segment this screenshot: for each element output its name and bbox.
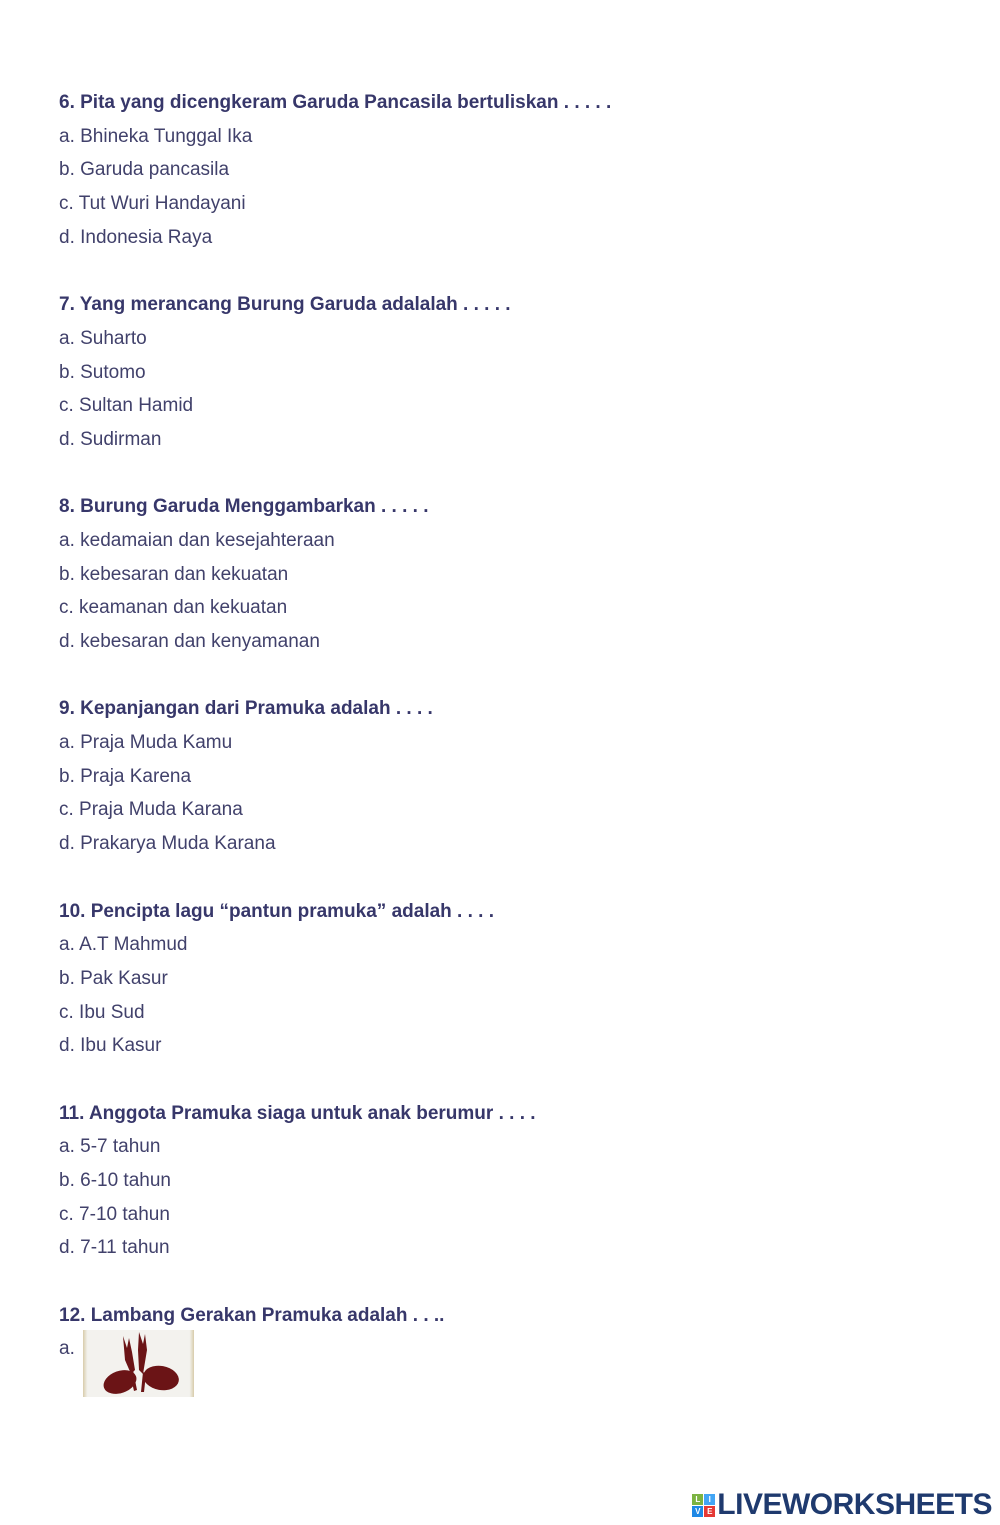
- question-text: 10. Pencipta lagu “pantun pramuka” adalah . . . .: [59, 900, 494, 922]
- option-label: b. 6-10 tahun: [59, 1170, 171, 1191]
- option-label: d. 7-11 tahun: [59, 1237, 170, 1259]
- answer-option[interactable]: [59, 726, 611, 760]
- option-label: d. Sudirman: [59, 428, 162, 450]
- question-block: [59, 1299, 611, 1366]
- option-label: a. A.T Mahmud: [59, 934, 188, 956]
- option-label: d. Ibu Kasur: [59, 1035, 162, 1057]
- option-label: d. Prakarya Muda Karana: [59, 833, 276, 855]
- question-text: 7. Yang merancang Burung Garuda adalalah . . . . .: [59, 294, 511, 316]
- option-label: b. kebesaran dan kekuatan: [59, 563, 289, 585]
- answer-option[interactable]: [59, 827, 611, 861]
- answer-option[interactable]: [59, 928, 611, 962]
- question-block: [59, 1097, 611, 1265]
- option-label: a. Praja Muda Kamu: [59, 732, 233, 754]
- option-label: c. 7-10 tahun: [59, 1203, 170, 1225]
- question-text: 12. Lambang Gerakan Pramuka adalah . . ..: [59, 1304, 445, 1326]
- answer-option[interactable]: [59, 625, 611, 659]
- logo-text: LIVEWORKSHEETS: [717, 1488, 992, 1521]
- answer-option[interactable]: [59, 962, 611, 996]
- option-label: c. Tut Wuri Handayani: [59, 193, 246, 215]
- option-label: a. Bhineka Tunggal Ika: [59, 125, 253, 147]
- option-label: a. 5-7 tahun: [59, 1136, 161, 1158]
- liveworksheets-logo: [692, 1488, 992, 1522]
- question-block: [59, 86, 611, 254]
- option-label: b. Sutomo: [59, 361, 146, 383]
- answer-option[interactable]: [59, 356, 611, 390]
- option-label: a. kedamaian dan kesejahteraan: [59, 529, 335, 551]
- tunas-kelapa-emblem-image: [83, 1330, 194, 1397]
- answer-option[interactable]: [59, 1231, 611, 1265]
- question-block: [59, 490, 611, 658]
- question-text: 8. Burung Garuda Menggambarkan . . . . .: [59, 496, 429, 518]
- option-label: a.: [59, 1338, 75, 1360]
- option-label: c. Ibu Sud: [59, 1001, 145, 1023]
- logo-tile: L: [692, 1494, 703, 1505]
- question-block: [59, 288, 611, 456]
- option-label: c. Sultan Hamid: [59, 395, 194, 417]
- answer-option[interactable]: [59, 1130, 611, 1164]
- answer-option[interactable]: [59, 153, 611, 187]
- answer-option[interactable]: [59, 1164, 611, 1198]
- option-label: b. Garuda pancasila: [59, 159, 230, 181]
- question-text: 11. Anggota Pramuka siaga untuk anak berumur . . . .: [59, 1102, 536, 1124]
- option-label: b. Pak Kasur: [59, 967, 168, 989]
- answer-option[interactable]: [59, 996, 611, 1030]
- answer-option[interactable]: [59, 558, 611, 592]
- answer-option[interactable]: [59, 187, 611, 221]
- answer-option[interactable]: [59, 1198, 611, 1232]
- option-label: d. Indonesia Raya: [59, 226, 213, 248]
- answer-option[interactable]: [59, 1332, 611, 1366]
- answer-option[interactable]: [59, 423, 611, 457]
- option-label: a. Suharto: [59, 327, 147, 349]
- logo-tile: E: [704, 1506, 715, 1517]
- answer-option[interactable]: [59, 322, 611, 356]
- option-label: c. Praja Muda Karana: [59, 799, 243, 821]
- option-label: b. Praja Karena: [59, 765, 192, 787]
- logo-tile: V: [692, 1506, 703, 1517]
- answer-option[interactable]: [59, 389, 611, 423]
- live-tiles-icon: [692, 1494, 715, 1517]
- question-text: 9. Kepanjangan dari Pramuka adalah . . . .: [59, 698, 433, 720]
- answer-option[interactable]: [59, 120, 611, 154]
- answer-option[interactable]: [59, 591, 611, 625]
- question-block: [59, 692, 611, 860]
- question-text: 6. Pita yang dicengkeram Garuda Pancasila bertuliskan . . . . .: [59, 92, 612, 113]
- answer-option[interactable]: [59, 760, 611, 794]
- answer-option[interactable]: [59, 793, 611, 827]
- logo-tile: I: [704, 1494, 715, 1505]
- option-label: d. kebesaran dan kenyamanan: [59, 631, 320, 652]
- worksheet: [59, 86, 611, 1400]
- option-label: c. keamanan dan kekuatan: [59, 597, 288, 619]
- question-block: [59, 895, 611, 1063]
- answer-option[interactable]: [59, 1029, 611, 1063]
- answer-option[interactable]: [59, 524, 611, 558]
- answer-option[interactable]: [59, 221, 611, 255]
